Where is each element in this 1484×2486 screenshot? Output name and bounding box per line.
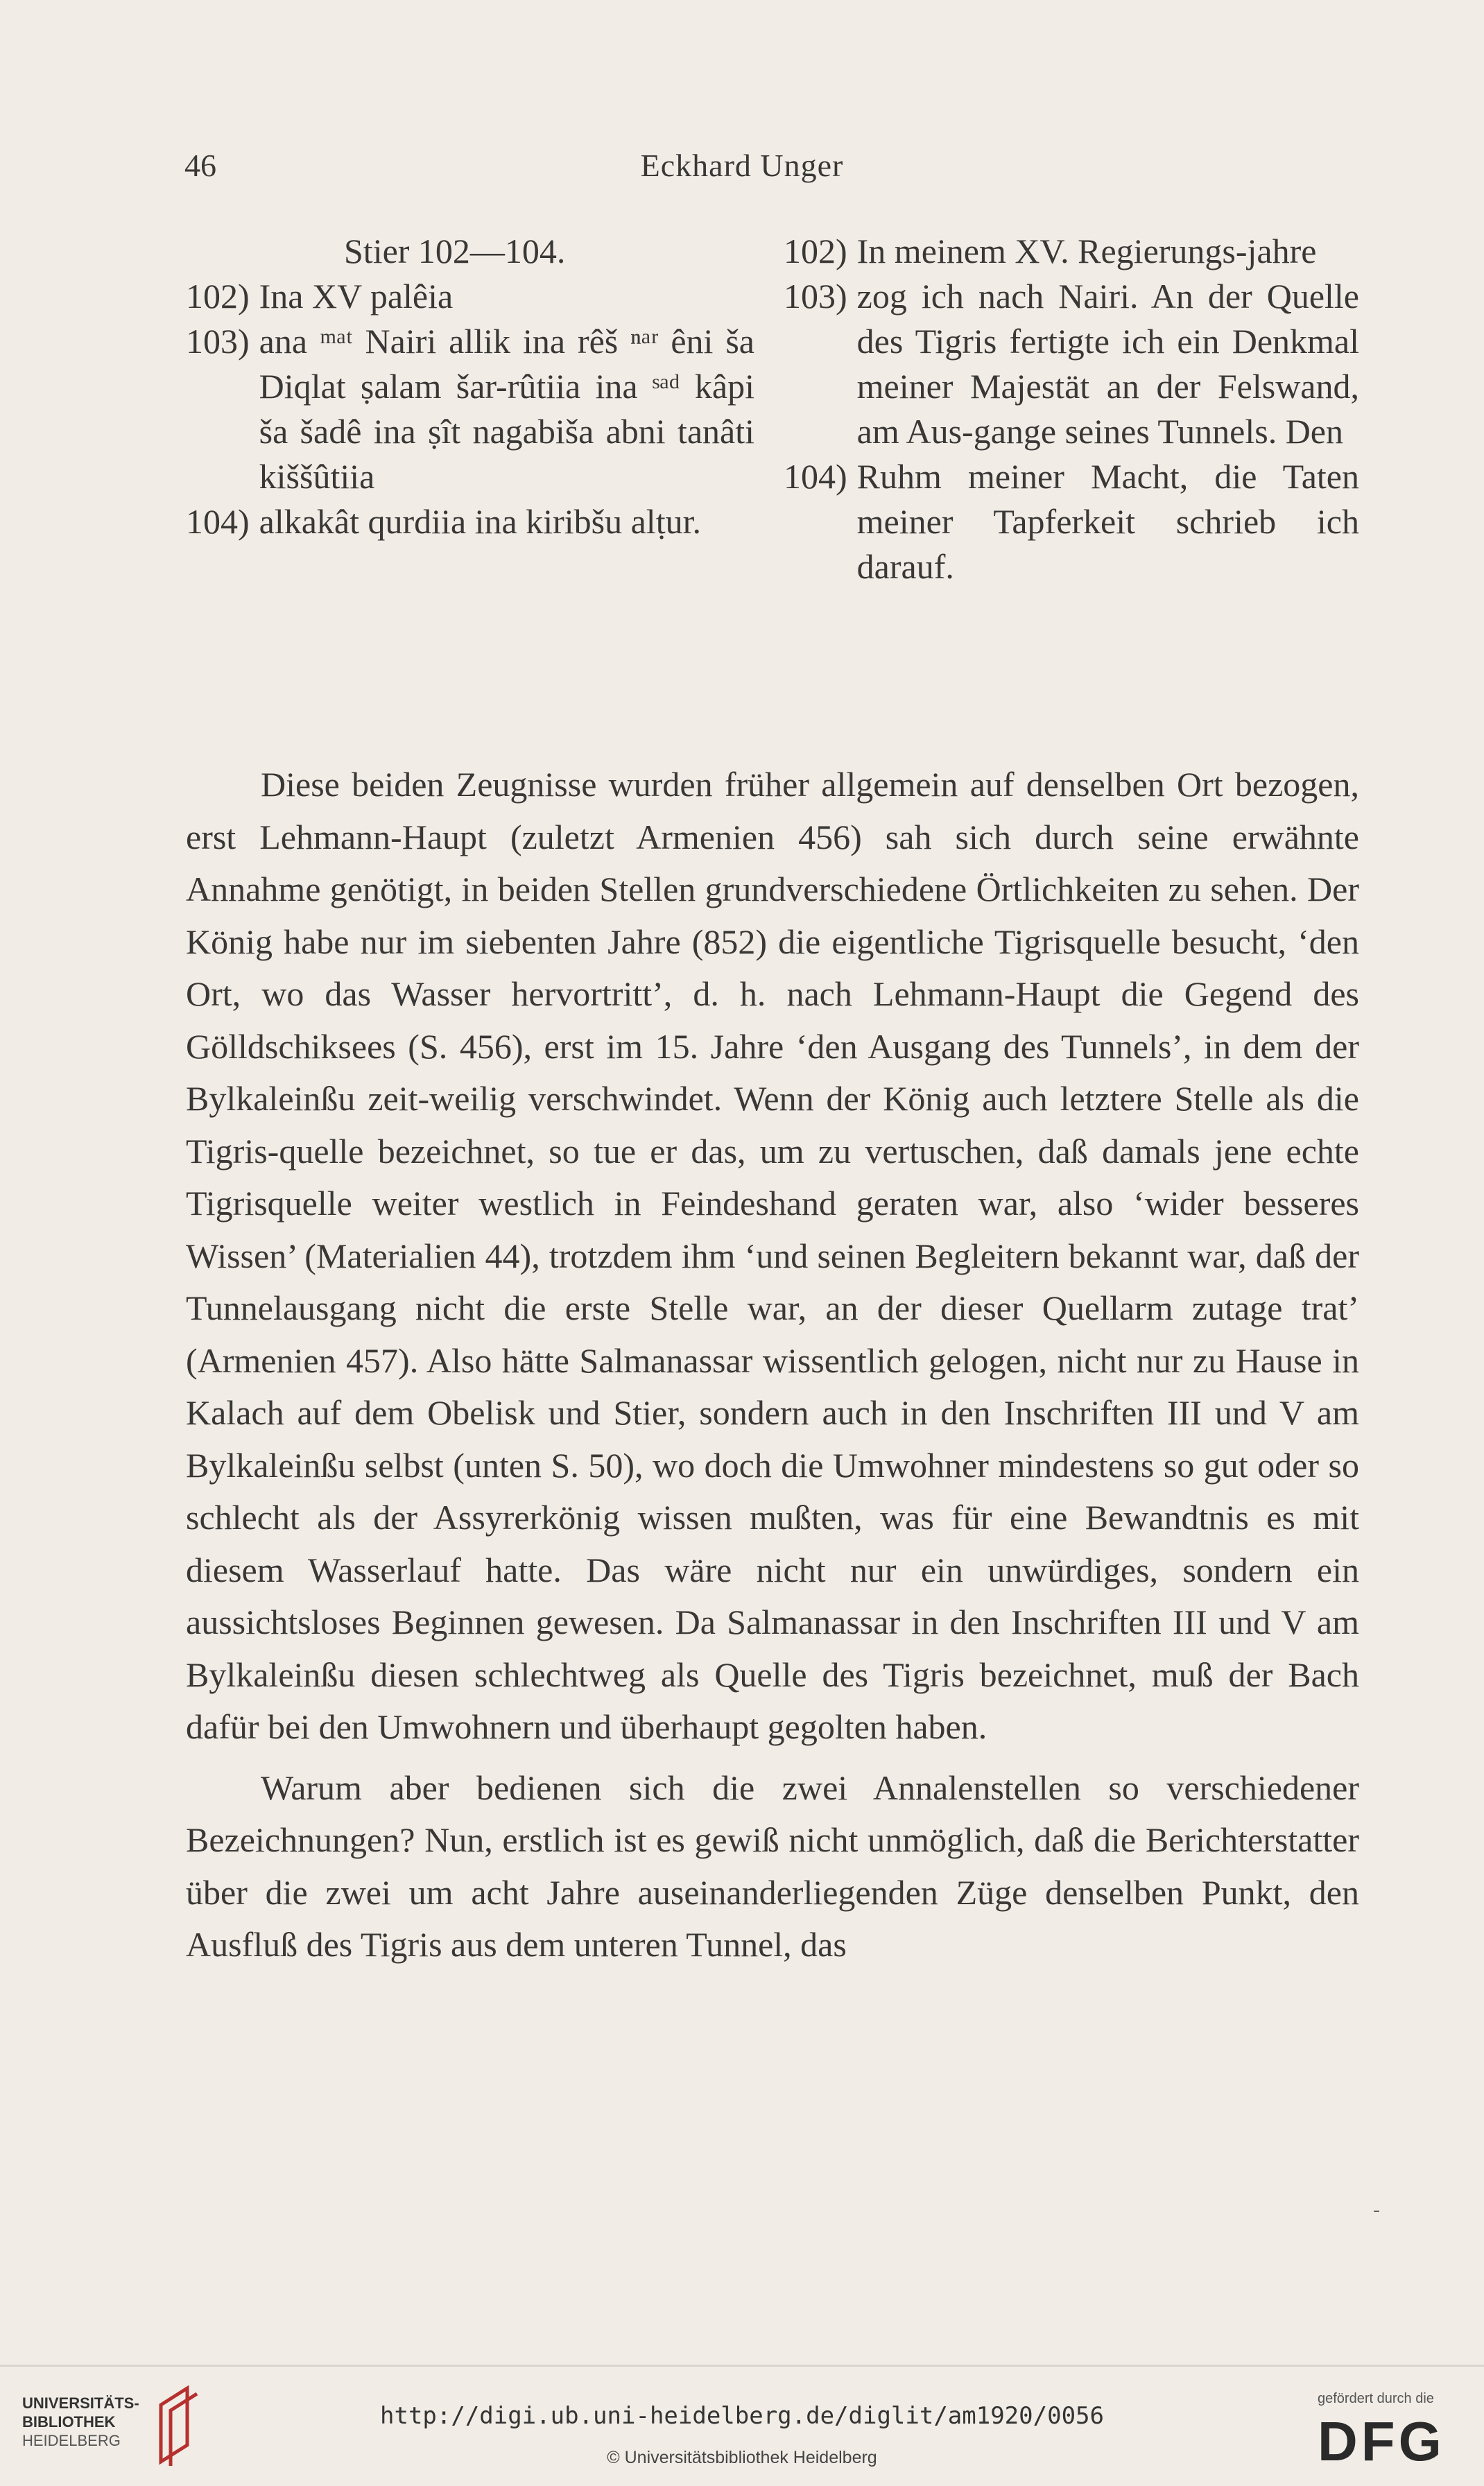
library-line: UNIVERSITÄTS- bbox=[22, 2394, 139, 2412]
left-column-title: Stier 102—104. bbox=[344, 232, 566, 270]
bottom-mark: - bbox=[1373, 2198, 1380, 2221]
left-entry bbox=[186, 499, 754, 544]
funding-note: gefördert durch die bbox=[1318, 2391, 1434, 2406]
page-number: 46 bbox=[184, 148, 216, 183]
transliteration-text: alkakât qurdiia ina kiribšu alṭur. bbox=[259, 502, 701, 541]
translation-text: Ruhm meiner Macht, die Taten meiner Tapferkeit schrieb ich darauf. bbox=[856, 457, 1359, 586]
line-number: 104) bbox=[186, 502, 250, 541]
translation-text: In meinem XV. Regierungs-jahre bbox=[856, 232, 1317, 270]
body-paragraph: Diese beiden Zeugnisse wurden früher allgemein auf denselben Ort bezogen, erst Lehmann-Haupt (zuletzt Armenien 456) sah sich durch seine erwähnte Annahme genötigt, in beiden Stellen grundverschiedene Örtlichkeiten zu sehen. Der König habe nur im siebenten Jahre (852) die eigentliche Tigrisquelle besucht, ‘den Ort, wo das Wasser hervortritt’, d. h. nach Lehmann-Haupt die Gegend des Gölldschiksees (S. 456), erst im 15. Jahre ‘den Ausgang des Tunnels’, in dem der Bylkaleinßu zeit-weilig verschwindet. Wenn der König auch letztere Stelle als die Tigris-quelle bezeichnet, so tue er das, um zu vertuschen, daß damals jene echte Tigrisquelle weiter westlich in Feindeshand geraten war, also ‘wider besseres Wissen’ (Materialien 44), trotzdem ihm ‘und seinen Begleitern bekannt war, daß der Tunnelausgang nicht die erste Stelle war, an der dieser Quellarm zutage trat’ (Armenien 457). Also hätte Salmanassar wissentlich gelogen, nicht nur zu Hause in Kalach auf dem Obelisk und Stier, sondern auch in den Inschriften III und V am Bylkaleinßu selbst (unten S. 50), wo doch die Umwohner mindestens so gut oder so schlecht als der Assyrerkönig wissen mußten, was für eine Bewandtnis es mit diesem Wasserlauf hatte. Das wäre nicht nur ein unwürdiges, sondern ein aussichtsloses Beginnen gewesen. Da Salmanassar in den Inschriften III und V am Bylkaleinßu diesen schlechtweg als Quelle des Tigris bezeichnet, muß der Bach dafür bei den Umwohnern und überhaupt gegolten haben. bbox=[186, 765, 1359, 1746]
body-paragraph: Warum aber bedienen sich die zwei Annalenstellen so verschiedener Bezeichnungen? Nun, erstlich ist es gewiß nicht unmöglich, daß die Berichterstatter über die zwei um acht Jahre auseinanderliegenden Züge denselben Punkt, den Ausfluß des Tigris aus dem unteren Tunnel, das bbox=[186, 1768, 1359, 1964]
library-line: BIBLIOTHEK bbox=[22, 2413, 116, 2431]
body-text bbox=[186, 759, 1359, 1971]
left-entry bbox=[186, 319, 754, 499]
right-entry bbox=[784, 274, 1359, 454]
right-column bbox=[784, 229, 1359, 589]
library-line: HEIDELBERG bbox=[22, 2432, 121, 2449]
footer-url[interactable]: http://digi.ub.uni-heidelberg.de/diglit/am1920/0056 bbox=[380, 2402, 1104, 2430]
line-number: 103) bbox=[784, 277, 847, 316]
left-column bbox=[186, 229, 754, 544]
translation-text: zog ich nach Nairi. An der Quelle des Tigris fertigte ich ein Denkmal meiner Majestät an der Felswand, am Aus-gange seines Tunnels. Den bbox=[856, 277, 1359, 451]
line-number: 104) bbox=[784, 457, 847, 496]
running-head: Eckhard Unger bbox=[640, 148, 844, 183]
footer-copyright: © Universitätsbibliothek Heidelberg bbox=[607, 2448, 877, 2467]
footer-rule bbox=[0, 2365, 1484, 2367]
line-number: 103) bbox=[186, 322, 250, 361]
right-entry bbox=[784, 454, 1359, 589]
line-number: 102) bbox=[186, 277, 250, 316]
transliteration-text: ana ᵐᵃᵗ Nairi allik ina rêš ⁿᵃʳ êni ša Diqlat ṣalam šar-rûtiia ina ˢᵃᵈ kâpi ša šadê ina ṣît nagabiša abni tanâti kiššûtiia bbox=[259, 322, 754, 496]
transliteration-text: Ina XV palêia bbox=[259, 277, 454, 316]
dfg-logo: DFG bbox=[1318, 2410, 1445, 2472]
right-entry bbox=[784, 229, 1359, 274]
line-number: 102) bbox=[784, 232, 847, 270]
left-entry bbox=[186, 274, 754, 319]
